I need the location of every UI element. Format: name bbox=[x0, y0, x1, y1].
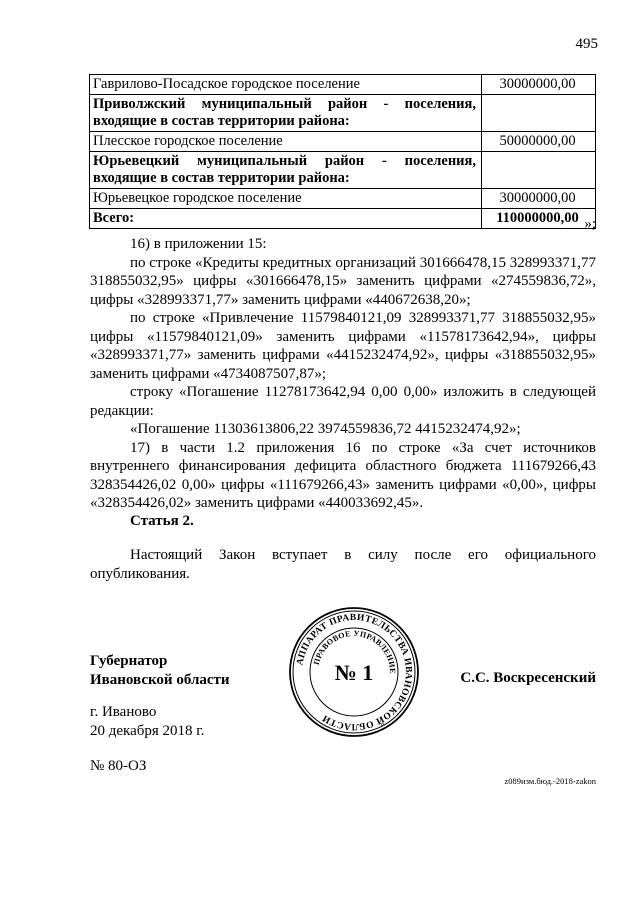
table-closing-quote: »; bbox=[584, 216, 596, 232]
governor-title-line2: Ивановской области bbox=[90, 672, 230, 688]
svg-text:АППАРАТ ПРАВИТЕЛЬСТВА ИВАНОВСК: АППАРАТ ПРАВИТЕЛЬСТВА ИВАНОВСКОЙ ОБЛАСТИ bbox=[295, 612, 414, 732]
governor-name: С.С. Воскресенский bbox=[460, 670, 596, 686]
group-name-line2: входящие в состав территории района: bbox=[93, 113, 350, 129]
group-name-cell bbox=[90, 95, 482, 132]
paragraph-attraction: по строке «Привлечение 11579840121,09 328993371,77 318855032,95» цифры «11579840121,09» заменить цифрами «11578173642,94», цифры «328993371,77» заменить цифрами «4415232474,92», цифры «318855032,95» заменить цифрами «4734087507,87»; bbox=[90, 310, 596, 382]
official-seal bbox=[287, 605, 421, 739]
group-name-cell bbox=[90, 152, 482, 189]
table-row bbox=[90, 75, 596, 95]
signing-place: г. Иваново bbox=[90, 704, 157, 720]
paragraph-16: 16) в приложении 15: bbox=[130, 236, 267, 252]
budget-table bbox=[89, 74, 596, 229]
page-number: 495 bbox=[575, 36, 598, 52]
total-value-cell: 110000000,00 bbox=[482, 209, 596, 229]
paragraph-repayment: строку «Погашение 11278173642,94 0,00 0,00» изложить в следующей редакции: bbox=[90, 384, 596, 419]
law-number: № 80-ОЗ bbox=[90, 758, 147, 774]
amount-cell: 50000000,00 bbox=[482, 132, 596, 152]
signing-place-date bbox=[90, 703, 205, 740]
group-name-line1: Приволжский муниципальный район - поселения, bbox=[93, 96, 476, 112]
group-name-line2: входящие в состав территории района: bbox=[93, 170, 350, 186]
group-name-line1: Юрьевецкий муниципальный район - поселения, bbox=[93, 153, 476, 169]
amount-cell: 30000000,00 bbox=[482, 189, 596, 209]
table-row bbox=[90, 132, 596, 152]
settlement-name-cell: Юрьевецкое городское поселение bbox=[90, 189, 482, 209]
group-row bbox=[90, 95, 596, 132]
amount-cell: 30000000,00 bbox=[482, 75, 596, 95]
amount-cell bbox=[482, 152, 596, 189]
total-label-cell: Всего: bbox=[90, 209, 482, 229]
governor-title bbox=[90, 652, 230, 690]
amount-cell bbox=[482, 95, 596, 132]
article-2-title: Статья 2. bbox=[130, 513, 194, 529]
settlement-name-cell: Гаврилово-Посадское городское поселение bbox=[90, 75, 482, 95]
amendments-text bbox=[90, 235, 596, 513]
article-2-text: Настоящий Закон вступает в силу после его официального опубликования. bbox=[90, 547, 596, 582]
group-row bbox=[90, 152, 596, 189]
table-row bbox=[90, 189, 596, 209]
paragraph-repayment-new: «Погашение 11303613806,22 3974559836,72 4415232474,92»; bbox=[130, 421, 521, 437]
file-reference: z089изм.бюд.-2018-zakon bbox=[504, 776, 596, 786]
signing-date: 20 декабря 2018 г. bbox=[90, 722, 205, 739]
total-row bbox=[90, 209, 596, 229]
paragraph-credits: по строке «Кредиты кредитных организаций 301666478,15 328993371,77 318855032,95» цифры «301666478,15» заменить цифрами «274559836,72», цифры «328993371,77» заменить цифрами «440672638,20»; bbox=[90, 254, 596, 308]
svg-text:ПРАВОВОЕ УПРАВЛЕНИЕ: ПРАВОВОЕ УПРАВЛЕНИЕ bbox=[311, 628, 398, 674]
settlement-name-cell: Плесское городское поселение bbox=[90, 132, 482, 152]
governor-title-line1: Губернатор bbox=[90, 653, 168, 669]
paragraph-17: 17) в части 1.2 приложения 16 по строке «За счет источников внутреннего финансирования дефицита областного бюджета 111679266,43 328354426,02 0,00» цифры «111679266,43» заменить цифрами «0,00», цифры «328354426,02» заменить цифрами «440033692,45». bbox=[90, 439, 596, 511]
svg-text:№ 1: № 1 bbox=[334, 660, 374, 685]
